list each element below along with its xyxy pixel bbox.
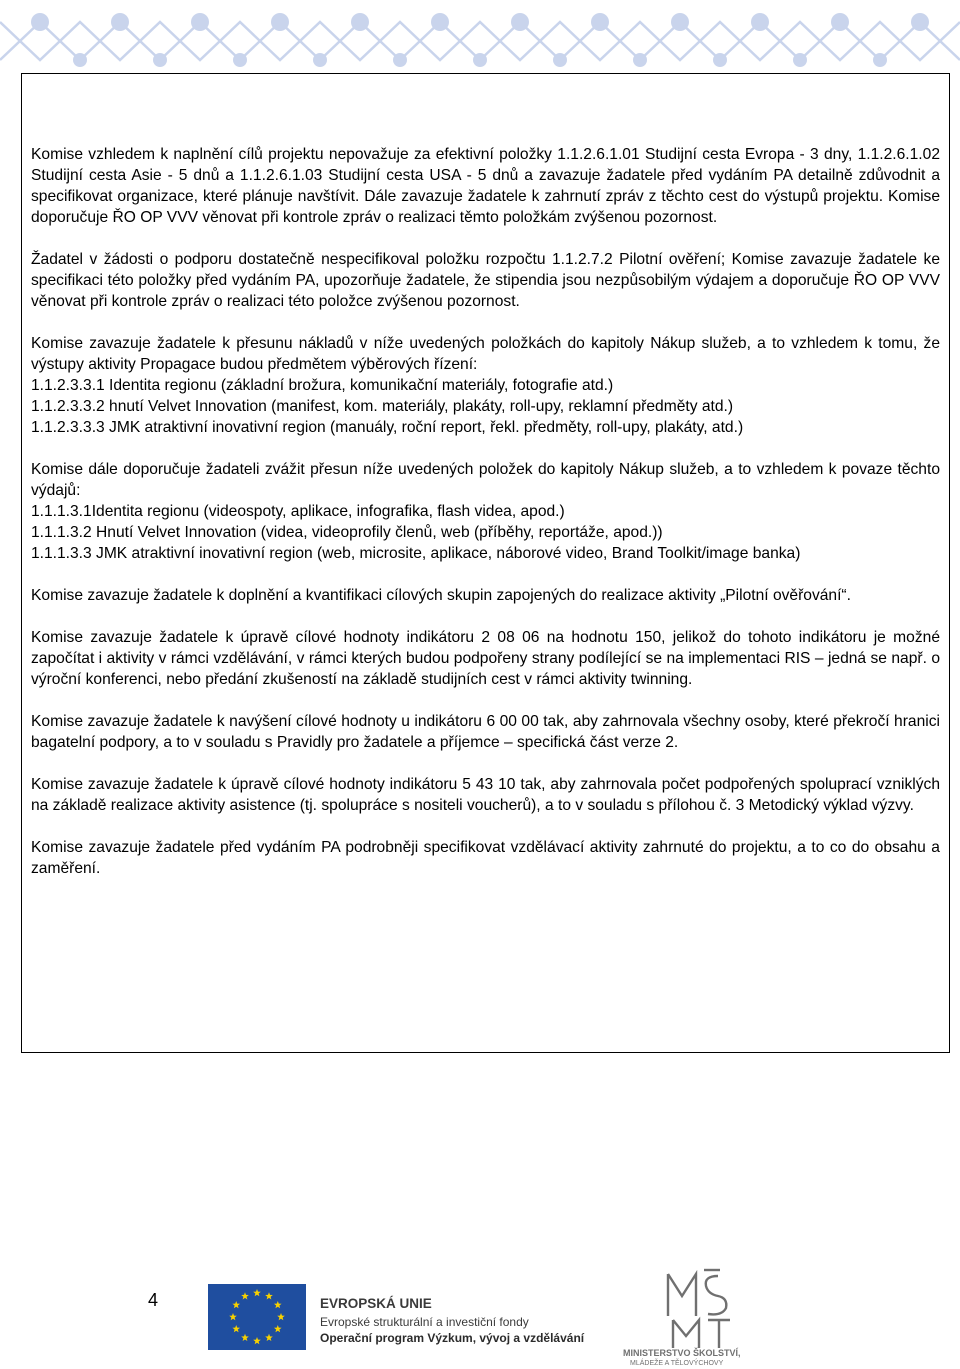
paragraph-text: Komise zavazuje žadatele k přesunu nákladů v níže uvedených položkách do kapitoly Nákup služeb, a to vzhledem k tomu, že výstupy aktivity Propagace budou předmětem výběrových řízení: (31, 335, 940, 373)
paragraph (31, 774, 940, 816)
paragraph (31, 144, 940, 228)
paragraph-text: Komise zavazuje žadatele k doplnění a kvantifikaci cílových skupin zapojených do realizace aktivity „Pilotní ověřování“. (31, 587, 851, 604)
paragraph (31, 459, 940, 564)
eu-programme: Operační program Výzkum, vývoj a vzdělávání (320, 1331, 585, 1345)
msmt-logo-icon (668, 1270, 730, 1348)
paragraph (31, 333, 940, 438)
paragraph-text: Komise vzhledem k naplnění cílů projektu nepovažuje za efektivní položky 1.1.2.6.1.01 Studijní cesta Evropa - 3 dny, 1.1.2.6.1.02 Studijní cesta Asie - 5 dnů a 1.1.2.6.1.03 Studijní cesta USA - 5 dnů a zavazuje žadatele před vydáním PA detailně zdůvodnit a specifikovat organizace, které plánuje navštívit. Dále zavazuje žadatele k zahrnutí zpráv z těchto cest do výstupů projektu. Komise doporučuje ŘO OP VVV věnovat při kontrole zpráv o realizaci těmto položkám zvýšenou pozornost. (31, 146, 940, 226)
paragraph (31, 711, 940, 753)
paragraph-text: Komise zavazuje žadatele před vydáním PA podrobněji specifikovat vzdělávací aktivity zahrnuté do projektu, a to co do obsahu a zaměření. (31, 839, 940, 877)
paragraph-text: Komise zavazuje žadatele k navýšení cílové hodnoty u indikátoru 6 00 00 tak, aby zahrnovala všechny osoby, které překročí hranici bagatelní podpory, a to v souladu s Pravidly pro žadatele a příjemce – specifická část verze 2. (31, 713, 940, 751)
paragraph-text: Žadatel v žádosti o podporu dostatečně nespecifikoval položku rozpočtu 1.1.2.7.2 Pilotní ověření; Komise zavazuje žadatele ke specifikaci této položky před vydáním PA, upozorňuje žadatele, že stipendia jsou nezpůsobilým výdajem a doporučuje ŘO OP VVV věnovat při kontrole zpráv o realizaci této položce zvýšenou pozornost. (31, 251, 940, 310)
list-item: 1.1.2.3.3.2 hnutí Velvet Innovation (manifest, kom. materiály, plakáty, roll-upy, reklamní předměty atd.) (31, 398, 734, 415)
eu-fund: Evropské strukturální a investiční fondy (320, 1315, 529, 1329)
list-item: 1.1.2.3.3.1 Identita regionu (základní brožura, komunikační materiály, fotografie atd.) (31, 377, 614, 394)
list-item: 1.1.1.3.3 JMK atraktivní inovativní region (web, microsite, aplikace, náborové video, Brand Toolkit/image banka) (31, 545, 801, 562)
paragraph (31, 837, 940, 879)
msmt-line2: MLÁDEŽE A TĚLOVÝCHOVY (630, 1360, 724, 1366)
header-network-pattern (0, 0, 960, 78)
paragraph (31, 249, 940, 312)
page-number: 4 (148, 1290, 159, 1310)
paragraph (31, 627, 940, 690)
paragraph-text: Komise zavazuje žadatele k úpravě cílové hodnoty indikátoru 2 08 06 na hodnotu 150, jelikož do tohoto indikátoru je možné započítat i aktivity v rámci vzdělávání, v rámci kterých budou podpořeny strany podílející se na implementaci RIS – jedná se např. o výroční konferenci, nebo předání zkušeností na základě studijních cest v rámci aktivity twinning. (31, 629, 940, 688)
eu-flag-icon (208, 1284, 306, 1350)
paragraph-text: Komise zavazuje žadatele k úpravě cílové hodnoty indikátoru 5 43 10 tak, aby zahrnovala počet podpořených spoluprací vzniklých na základě realizace aktivity asistence (tj. spolupráce s nositeli voucherů), a to v souladu s přílohou č. 3 Metodický výklad výzvy. (31, 776, 940, 814)
document-body (31, 144, 940, 900)
list-item: 1.1.2.3.3.3 JMK atraktivní inovativní region (manuály, roční report, řekl. předměty, roll-upy, plakáty, atd.) (31, 419, 744, 436)
footer-logos (208, 1266, 928, 1366)
list-item: 1.1.1.3.2 Hnutí Velvet Innovation (videa, videoprofily členů, web (příběhy, reportáže, apod.)) (31, 524, 663, 541)
eu-title: EVROPSKÁ UNIE (320, 1296, 432, 1311)
msmt-line1: MINISTERSTVO ŠKOLSTVÍ, (623, 1348, 741, 1358)
paragraph-text: Komise dále doporučuje žadateli zvážit přesun níže uvedených položek do kapitoly Nákup služeb, a to vzhledem k povaze těchto výdajů: (31, 461, 940, 499)
paragraph (31, 585, 940, 606)
list-item: 1.1.1.3.1Identita regionu (videospoty, aplikace, infografika, flash videa, apod.) (31, 503, 565, 520)
